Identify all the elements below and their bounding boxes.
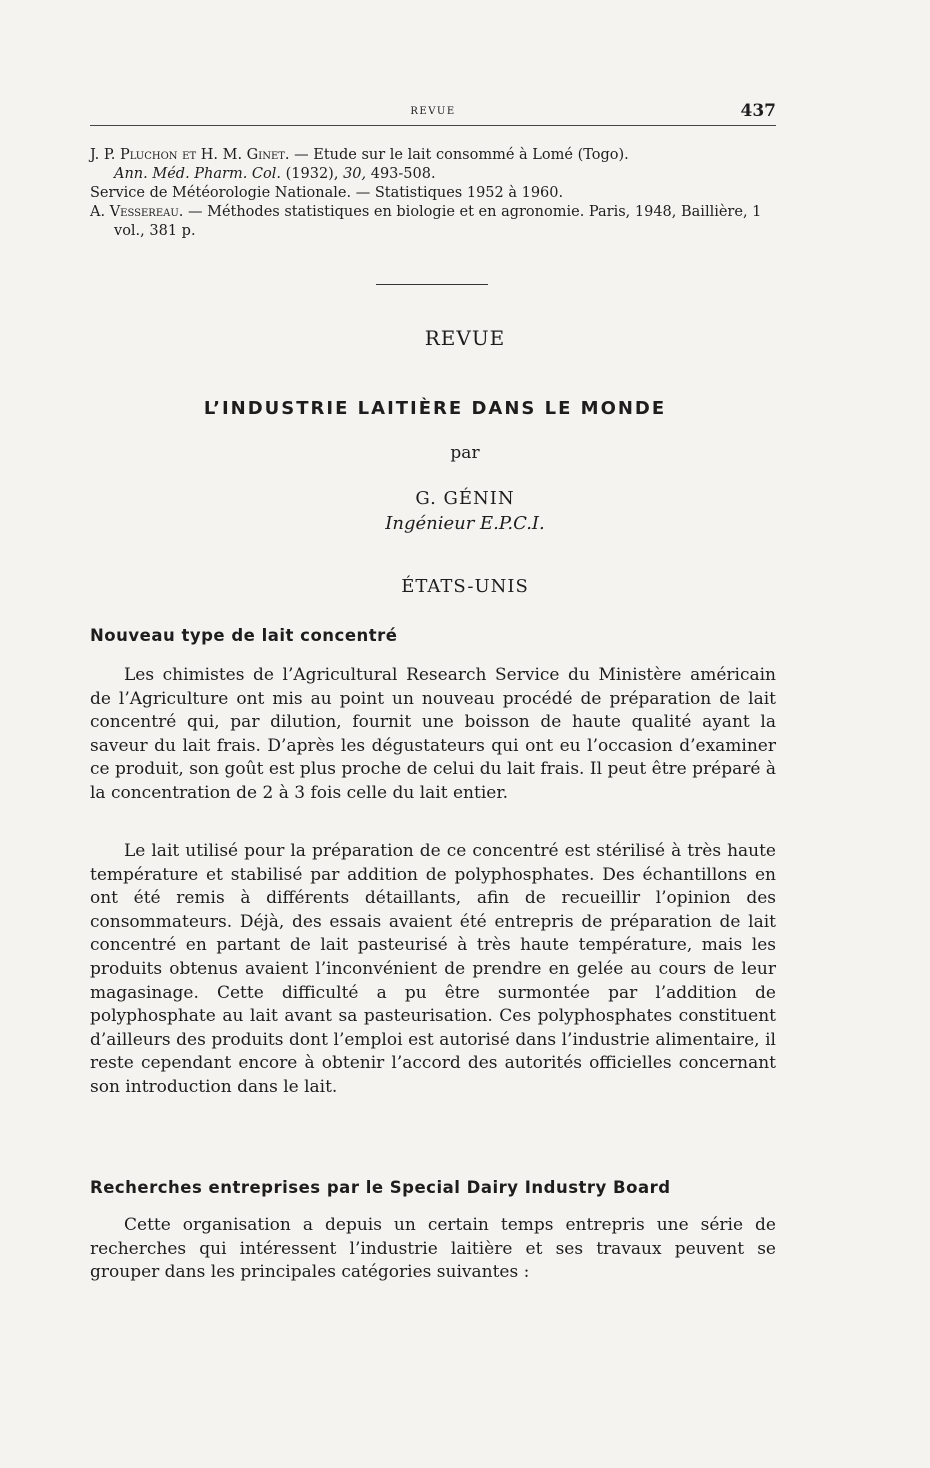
byline: par bbox=[450, 443, 480, 463]
reference-list bbox=[90, 146, 780, 241]
reference-journal: Ann. Méd. Pharm. Col. bbox=[114, 166, 282, 182]
reference-item bbox=[90, 184, 780, 203]
section-title: REVUE bbox=[424, 326, 506, 350]
reference-item bbox=[90, 203, 780, 241]
page-number: 437 bbox=[740, 101, 776, 121]
country-heading: ÉTATS-UNIS bbox=[401, 576, 529, 597]
reference-text: — Etude sur le lait consommé à Lomé (Togo). bbox=[289, 147, 629, 163]
article-title: L’INDUSTRIE LAITIÈRE DANS LE MONDE bbox=[203, 398, 667, 419]
author-affiliation: Ingénieur E.P.C.I. bbox=[385, 513, 545, 534]
paragraph: Les chimistes de l’Agricultural Research Service du Ministère américain de l’Agriculture ont mis au point un nouveau procédé de préparation de lait concentré qui, par dilution, fournit une boisson de haute qualité ayant la saveur du lait frais. D’après les dégustateurs qui ont eu l’occasion d’examiner ce produit, son goût est plus proche de celui du lait frais. Il peut être préparé à la concentration de 2 à 3 fois celle du lait entier. bbox=[90, 665, 776, 803]
section-divider bbox=[376, 284, 488, 285]
reference-text: Service de Météorologie Nationale. — Statistiques 1952 à 1960. bbox=[90, 185, 564, 201]
author-name: G. GÉNIN bbox=[415, 488, 515, 509]
subheading: Recherches entreprises par le Special Dairy Industry Board bbox=[90, 1178, 671, 1197]
reference-author: J. P. Pluchon et H. M. Ginet. bbox=[90, 147, 290, 163]
page-header bbox=[90, 103, 776, 126]
reference-pages: 493-508. bbox=[366, 166, 436, 182]
reference-author: A. Vessereau. bbox=[90, 204, 184, 220]
subheading: Nouveau type de lait concentré bbox=[90, 626, 398, 645]
reference-volume: 30, bbox=[343, 166, 367, 182]
reference-item bbox=[90, 146, 780, 184]
running-head: REVUE bbox=[410, 106, 456, 117]
paragraph: Cette organisation a depuis un certain temps entrepris une série de recherches qui intéressent l’industrie laitière et ses travaux peuvent se grouper dans les principales catégories suivantes : bbox=[90, 1215, 776, 1283]
reference-text: — Méthodes statistiques en biologie et en agronomie. Paris, 1948, Baillière, 1 vol., 381 p. bbox=[114, 204, 762, 239]
paragraph: Le lait utilisé pour la préparation de ce concentré est stérilisé à très haute température et stabilisé par addition de polyphosphates. Des échantillons en ont été remis à différents détaillants, afin de recueillir l’opinion des consommateurs. Déjà, des essais avaient été entrepris de préparation de lait concentré en partant de lait pasteurisé à très haute température, mais les produits obtenus avaient l’inconvénient de prendre en gelée au cours de leur magasinage. Cette difficulté a pu être surmontée par l’addition de polyphosphate au lait avant sa pasteurisation. Ces polyphosphates constituent d’ailleurs des produits dont l’emploi est autorisé dans l’industrie alimentaire, il reste cependant encore à obtenir l’accord des autorités officielles concernant son introduction dans le lait. bbox=[90, 841, 776, 1097]
reference-year: (1932), bbox=[281, 166, 344, 182]
